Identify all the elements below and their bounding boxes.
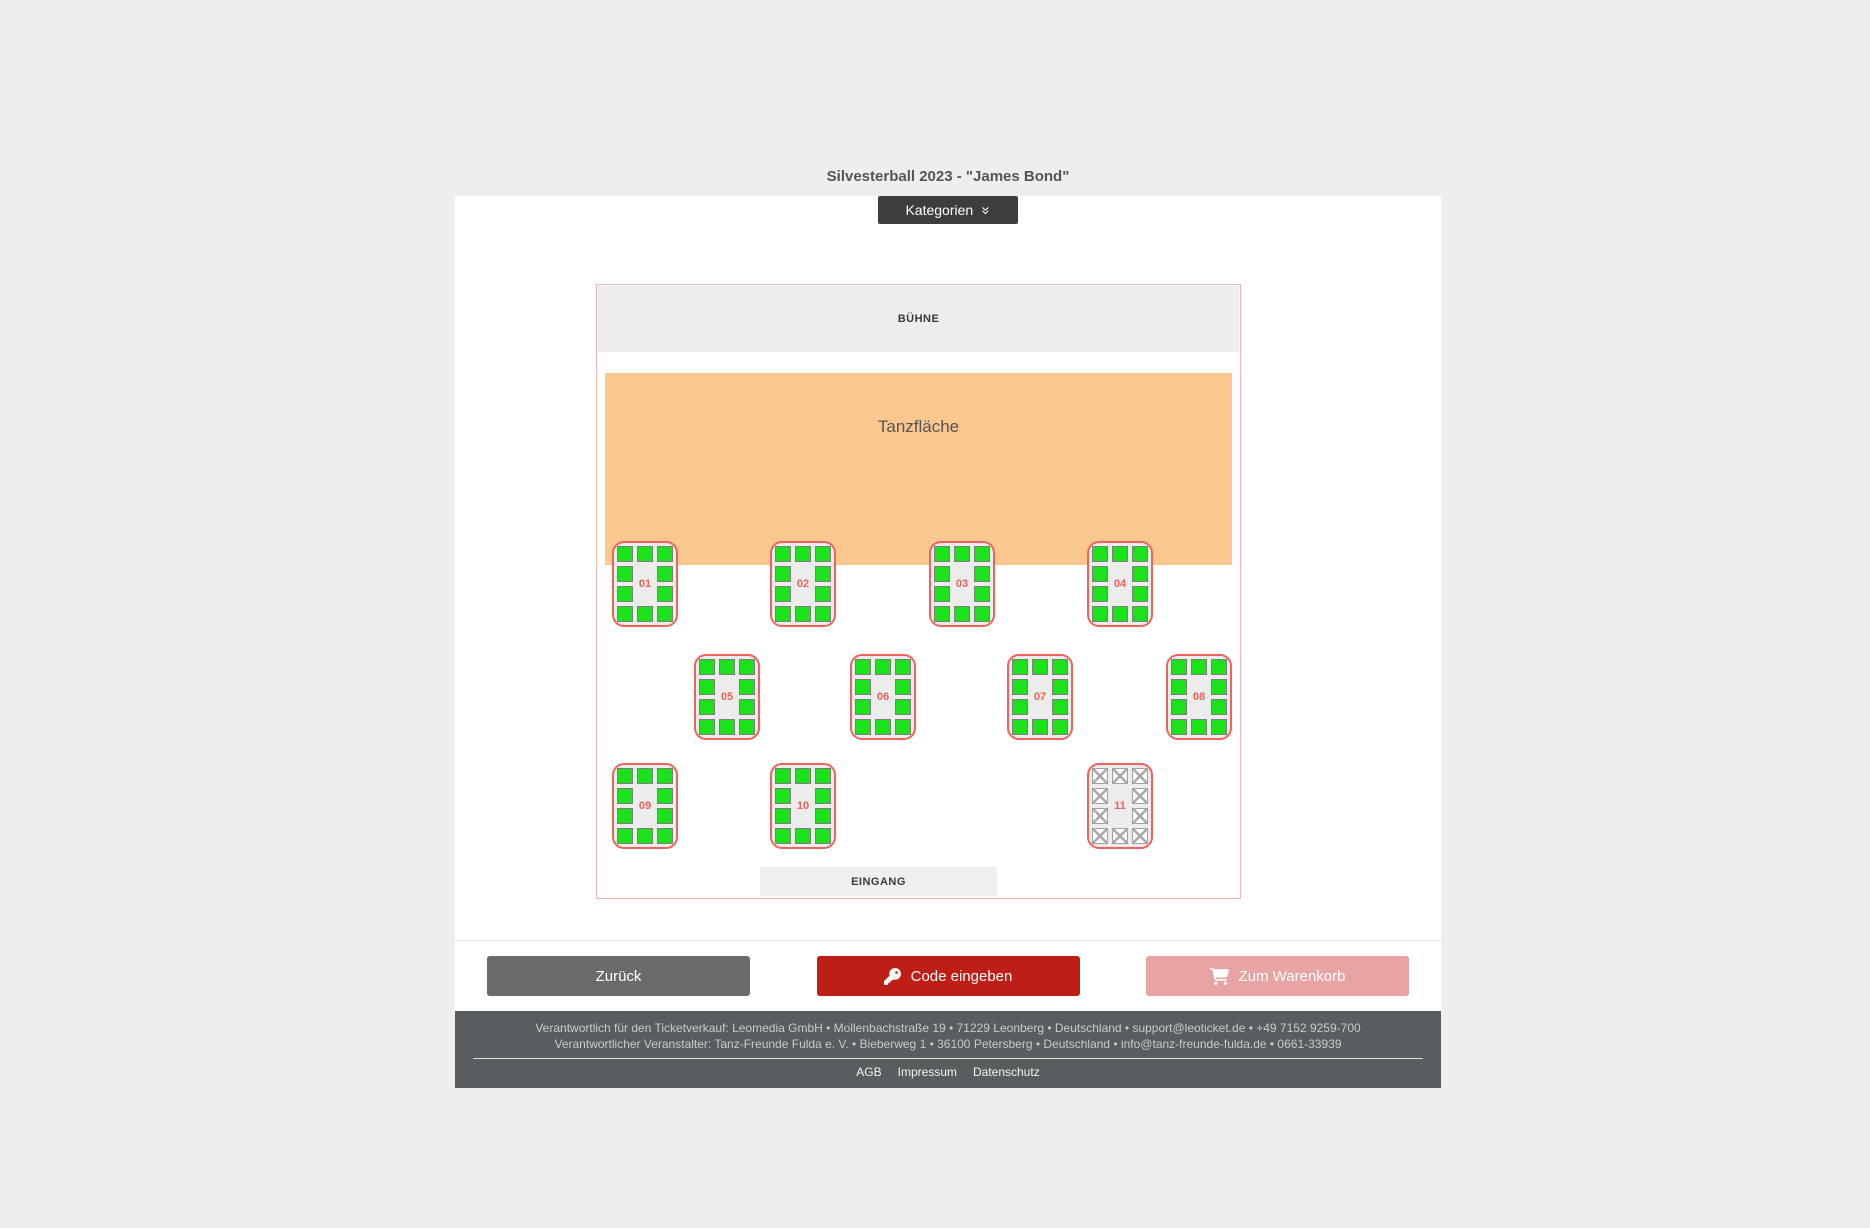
footer-organizer-info: Verantwortlicher Veranstalter: Tanz-Freunde Fulda e. V. • Bieberweg 1 • 36100 Petersberg • Deutschland • info@tanz-freunde-fulda.de • 0661-33939 [554,1037,1342,1051]
table-number-label: 02 [796,578,810,590]
dancefloor-area [605,373,1232,565]
footer [455,1011,1441,1088]
table-number-label: 01 [638,578,652,590]
table-number-label: 05 [720,691,734,703]
double-chevron-down-icon: » [977,205,995,215]
footer-links [455,1059,1441,1088]
table-02 [770,541,836,627]
table-number-label: 08 [1192,691,1206,703]
categories-button-label: Kategorien [905,202,974,218]
go-to-cart-button[interactable] [1146,956,1409,996]
entrance-label: EINGANG [851,875,906,888]
table-11 [1087,763,1153,849]
table-06 [850,654,916,740]
entrance-area [760,867,997,896]
stage-area [598,286,1239,352]
table-10 [770,763,836,849]
table-03 [929,541,995,627]
seat-map [596,284,1241,899]
go-to-cart-button-label: Zum Warenkorb [1238,967,1346,985]
stage-label: BÜHNE [897,313,940,325]
footer-link-impressum[interactable]: Impressum [897,1065,957,1079]
footer-link-datenschutz[interactable]: Datenschutz [972,1065,1040,1079]
table-09 [612,763,678,849]
table-01 [612,541,678,627]
table-08 [1166,654,1232,740]
enter-code-button-label: Code eingeben [910,967,1013,985]
categories-button[interactable] [878,196,1018,224]
page-title: Silvesterball 2023 - "James Bond" [826,168,1070,185]
enter-code-button[interactable] [817,956,1080,996]
table-07 [1007,654,1073,740]
table-number-label: 11 [1114,800,1126,812]
table-number-label: 06 [876,691,890,703]
action-bar [455,940,1441,1011]
table-number-label: 10 [796,800,810,812]
table-number-label: 07 [1033,691,1047,703]
dancefloor-label: Tanzfläche [877,417,960,436]
table-number-label: 03 [955,578,969,590]
table-04 [1087,541,1153,627]
content-panel [455,196,1441,1088]
cart-icon [1210,968,1229,985]
table-number-label: 04 [1113,578,1127,590]
back-button-label: Zurück [595,967,642,985]
footer-link-agb[interactable]: AGB [856,1065,882,1079]
footer-ticket-seller-info: Verantwortlich für den Ticketverkauf: Leomedia GmbH • Mollenbachstraße 19 • 71229 Leonberg • Deutschland • support@leoticket.de • +49 7152 9259-700 [535,1021,1361,1035]
table-05 [694,654,760,740]
key-icon [884,968,901,985]
back-button[interactable] [487,956,750,996]
table-number-label: 09 [638,800,652,812]
